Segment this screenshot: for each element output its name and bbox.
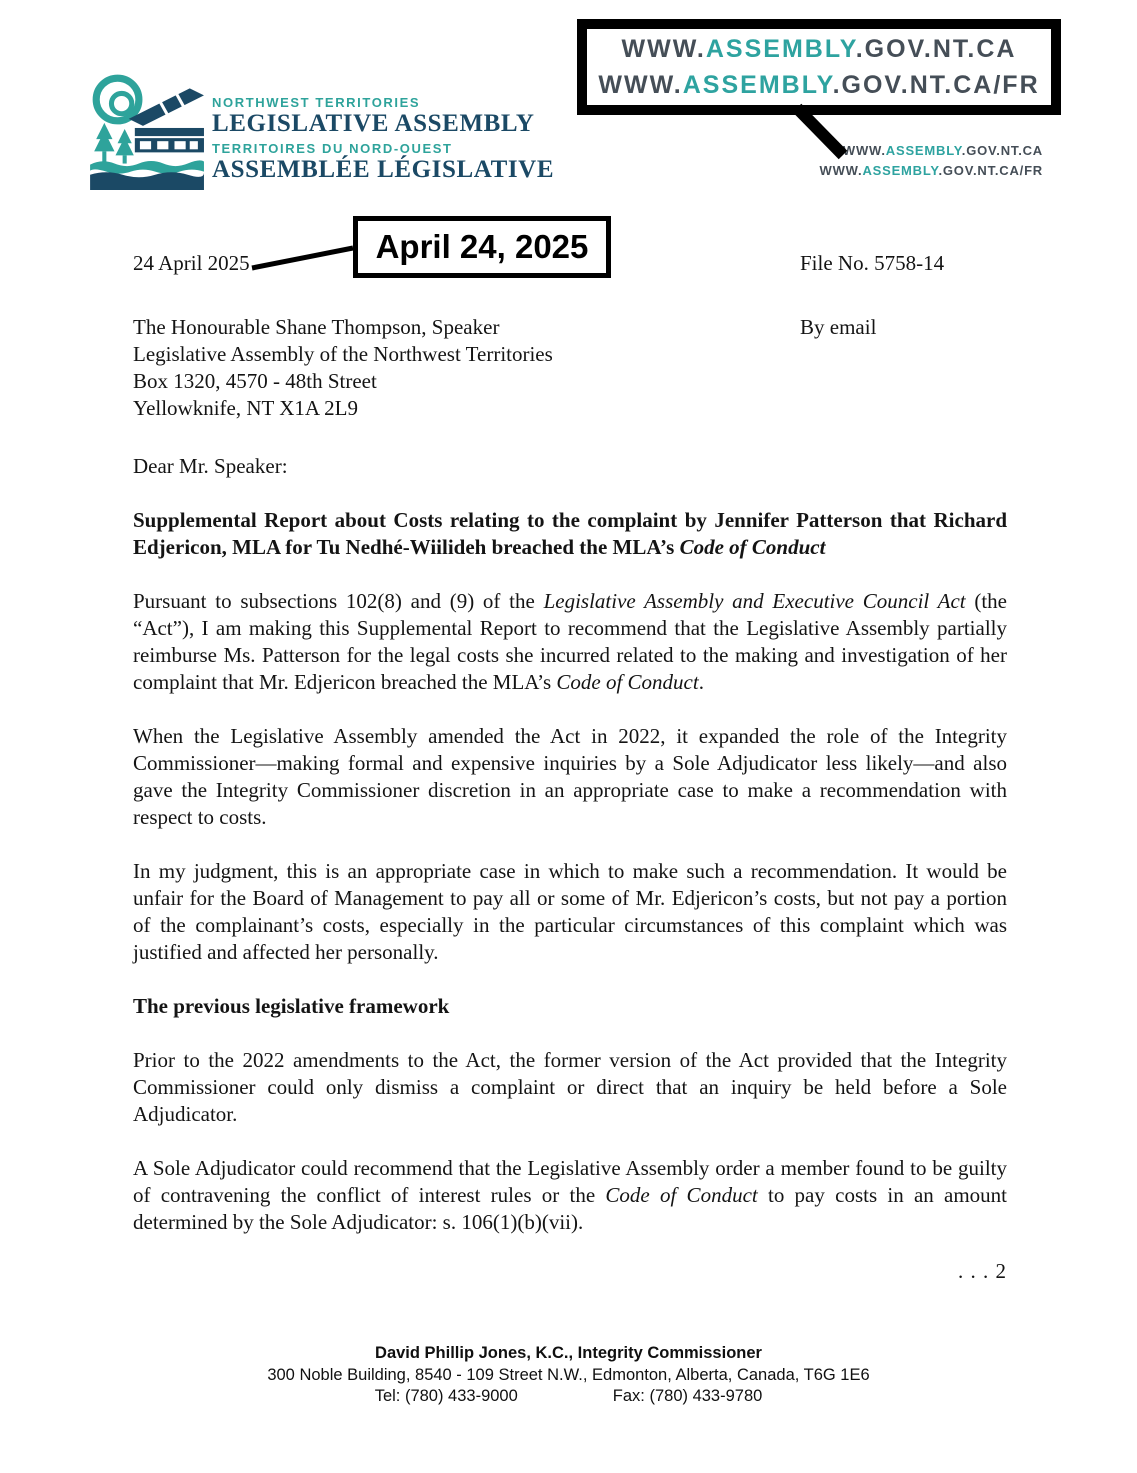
recipient-block (133, 314, 800, 422)
page-continuation-marker: . . . 2 (958, 1259, 1007, 1283)
wordmark-en-assembly: LEGISLATIVE ASSEMBLY (212, 110, 535, 137)
footer-fax: Fax: (780) 433-9780 (612, 1387, 763, 1405)
url-callout-box (577, 19, 1061, 115)
footer-tel: Tel: (780) 433-9000 (374, 1387, 518, 1405)
paragraph: In my judgment, this is an appropriate case in which to make such a recommendation. It would be unfair for the Board of Management to pay all or some of Mr. Edjericon’s costs, but not pay a portion of the complainant’s costs, especially in the particular circumstances of this complaint which was justified and affected her personally. (133, 859, 1007, 964)
url-callout-line-2: WWW.ASSEMBLY.GOV.NT.CA/FR (598, 71, 1040, 99)
letterhead-wordmark (212, 90, 554, 182)
letterhead-footer (0, 1343, 1137, 1408)
wordmark-en-territory: NORTHWEST TERRITORIES (212, 95, 421, 110)
paragraph: A Sole Adjudicator could recommend that the Legislative Assembly order a member found to be guilty of contravening the conflict of interest rules or the Code of Conduct to pay costs in an amount determined by the Sole Adjudicator: s. 106(1)(b)(vii). (133, 1156, 1008, 1234)
recipient-line: The Honourable Shane Thompson, Speaker (133, 315, 500, 339)
recipient-line: Box 1320, 4570 - 48th Street (133, 369, 377, 393)
letterhead-url-1: WWW.ASSEMBLY.GOV.NT.CA (842, 143, 1043, 158)
address-row (133, 314, 1007, 422)
file-number: File No. 5758-14 (800, 251, 945, 275)
subject-line: Supplemental Report about Costs relating to the complaint by Jennifer Patterson that Richard Edjericon, MLA for Tu Nedhé-Wiilideh breached the MLA’s Code of Conduct (133, 508, 1007, 559)
paragraph: When the Legislative Assembly amended the Act in 2022, it expanded the role of the Integrity Commissioner—making formal and expensive inquiries by a Sole Adjudicator less likely—and also gave the Integrity Commissioner discretion in an appropriate case to make a recommendation with respect to costs. (133, 724, 1007, 829)
wordmark-fr-territory: TERRITOIRES DU NORD-OUEST (212, 141, 453, 156)
url-callout-line-1: WWW.ASSEMBLY.GOV.NT.CA (621, 34, 1017, 63)
paragraph: Prior to the 2022 amendments to the Act, the former version of the Act provided that the Integrity Commissioner could only dismiss a complaint or direct that an inquiry be held before a Sole Adjudicator. (133, 1048, 1007, 1126)
footer-commissioner-name: David Phillip Jones, K.C., Integrity Commissioner (375, 1344, 762, 1362)
wordmark-fr-assembly: ASSEMBLÉE LÉGISLATIVE (212, 156, 555, 183)
letterhead-url-2: WWW.ASSEMBLY.GOV.NT.CA/FR (819, 163, 1043, 179)
salutation: Dear Mr. Speaker: (133, 454, 288, 478)
delivery-method: By email (800, 315, 877, 339)
letter-body (133, 250, 1007, 1285)
date-row (133, 250, 1007, 277)
letterhead-urls (820, 141, 1043, 181)
footer-phones (0, 1386, 1137, 1408)
recipient-line: Legislative Assembly of the Northwest Territories (133, 342, 553, 366)
letter-date: 24 April 2025 (133, 251, 250, 275)
legislative-assembly-logo-icon (84, 70, 206, 190)
section-heading: The previous legislative framework (133, 994, 450, 1018)
footer-address: 300 Noble Building, 8540 - 109 Street N.W., Edmonton, Alberta, Canada, T6G 1E6 (267, 1365, 870, 1384)
date-callout-text: April 24, 2025 (375, 228, 589, 265)
paragraph: Pursuant to subsections 102(8) and (9) of the Legislative Assembly and Executive Council Act (the “Act”), I am making this Supplemental Report to recommend that the Legislative Assembly partially reimburse Ms. Patterson for the legal costs she incurred related to the making and investigation of her complaint that Mr. Edjericon breached the MLA’s Code of Conduct. (133, 589, 1007, 694)
recipient-line: Yellowknife, NT X1A 2L9 (133, 396, 358, 420)
